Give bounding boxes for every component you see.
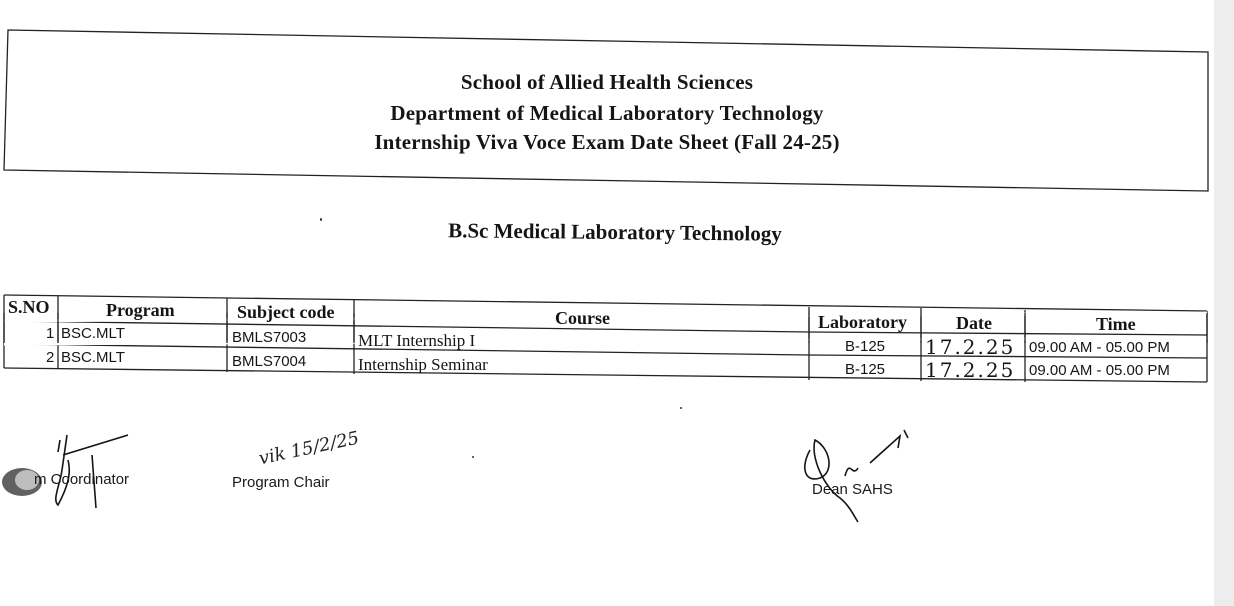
cell-time: 09.00 AM - 05.00 PM [1029,362,1170,379]
header-sno: S.NO [8,297,50,317]
cell-subject-code: BMLS7004 [232,353,307,370]
cell-date-handwritten: 17.2.25 [925,358,1016,382]
coordinator-label: m Coordinator [34,471,130,488]
cell-laboratory: B-125 [845,361,886,378]
cell-program: BSC.MLT [61,349,125,366]
header-time: Time [1096,314,1136,334]
program-chair-label: Program Chair [232,474,330,491]
cell-subject-code: BMLS7003 [232,329,307,346]
cell-sno: 1 [46,325,55,342]
scan-speck [680,407,682,409]
header-line-3: Internship Viva Voce Exam Date Sheet (Fall 24-25) [374,130,840,154]
header-laboratory: Laboratory [818,312,907,332]
header-date: Date [956,313,992,333]
header-line-2: Department of Medical Laboratory Technology [390,101,824,125]
header-program: Program [106,300,175,320]
header-line-1: School of Allied Health Sciences [460,70,754,94]
header-border [0,0,1214,200]
dean-label: Dean SAHS [812,481,893,498]
cell-course: Internship Seminar [358,355,488,374]
header-box [0,0,1214,200]
exam-date-table [3,293,1209,385]
header-course: Course [555,308,610,328]
scrollbar[interactable] [1214,0,1234,606]
scan-speck [320,218,322,221]
cell-date-handwritten: 17.2.25 [925,335,1016,359]
cell-program: BSC.MLT [61,325,125,342]
header-subject-code: Subject code [237,302,335,322]
program-subtitle: B.Sc Medical Laboratory Technology [448,218,782,246]
cell-sno: 2 [46,349,55,366]
scan-speck [472,456,474,458]
program-chair-handwritten-note: vik 15/2/25 [256,427,362,470]
dean-signature [800,428,920,528]
cell-time: 09.00 AM - 05.00 PM [1029,339,1170,356]
cell-course: MLT Internship I [358,331,476,350]
cell-laboratory: B-125 [845,338,886,355]
